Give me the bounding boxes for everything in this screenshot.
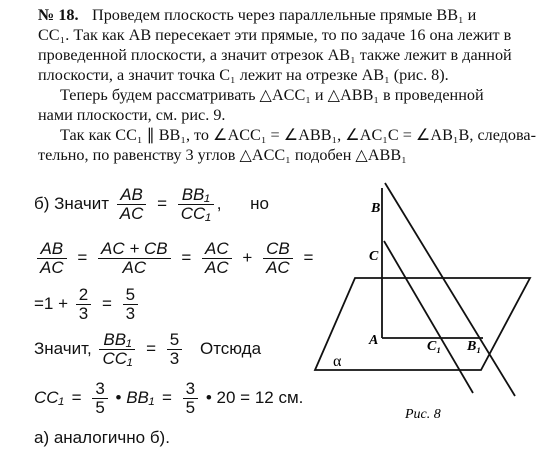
- problem-text-7: Так как CC₁ ∥ BB₁, то ∠ACC₁ = ∠ABB₁, ∠AC₁C = ∠AB₁B, следова-: [60, 126, 537, 144]
- fraction-cb-ac: [263, 240, 293, 277]
- fraction-ab-ac-2: [37, 240, 67, 277]
- problem-text-2: CC₁. Так как AB пересекает эти прямые, то по задаче 16 она лежит в: [38, 26, 512, 44]
- fraction-bb1-cc1: [178, 186, 214, 223]
- plus: +: [242, 247, 253, 267]
- solution-line-5: [34, 380, 303, 417]
- problem-text-8: тельно, по равенству 3 углов △ACC₁ подобен △ABB₁: [38, 146, 407, 164]
- numerator: 5: [167, 331, 182, 350]
- fraction-5-3: [123, 286, 138, 323]
- equals: =: [71, 387, 82, 407]
- label-A: A: [369, 333, 379, 348]
- numerator: AC: [202, 240, 232, 259]
- fraction-3-5-2: [183, 380, 198, 417]
- denominator: 5: [185, 398, 196, 417]
- figure-caption: Рис. 8: [405, 407, 441, 422]
- dot: •: [115, 387, 122, 407]
- denominator: AC: [205, 258, 229, 277]
- problem-text-6: нами плоскости, см. рис. 9.: [38, 106, 226, 124]
- equals: =: [157, 193, 168, 213]
- denominator: AC: [122, 258, 147, 277]
- figure-8: [305, 178, 555, 448]
- plane-alpha: [315, 278, 530, 370]
- line-bb1: [385, 183, 515, 396]
- denominator: 3: [78, 304, 89, 323]
- equals: =: [162, 387, 172, 407]
- solution-line-2: [34, 240, 316, 277]
- numerator: AB: [117, 186, 147, 205]
- solution-line-6: [34, 428, 170, 448]
- fraction-2-3: [76, 286, 91, 323]
- solution-line-1: [34, 186, 269, 223]
- denominator: CC₁: [180, 204, 211, 223]
- znachit-word: Значит,: [34, 338, 92, 358]
- bb1-term: BB₁: [126, 387, 155, 407]
- fraction-3-5: [92, 380, 107, 417]
- fraction-ac-ac: [202, 240, 232, 277]
- one-plus: =1 +: [34, 293, 69, 313]
- label-B: B: [371, 201, 381, 216]
- numerator: 3: [92, 380, 107, 399]
- equals: =: [303, 247, 314, 267]
- equals: =: [181, 247, 192, 267]
- comma: ,: [216, 193, 222, 213]
- fraction-accb-ac: [98, 240, 171, 277]
- problem-text-4: плоскости, а значит точка C₁ лежит на отрезке AB₁ (рис. 8).: [38, 66, 449, 84]
- label-alpha: α: [333, 353, 342, 370]
- fraction-5-3-2: [167, 331, 182, 368]
- problem-text-5: Теперь будем рассматривать △ACC₁ и △ABB₁ в проведенной: [60, 86, 484, 104]
- numerator: BB₁: [99, 331, 135, 350]
- problem-text-1: Проведем плоскость через параллельные прямые BB₁ и: [92, 6, 477, 24]
- numerator: AB: [37, 240, 67, 259]
- label-B1: B₁: [467, 339, 482, 354]
- denominator: 3: [125, 304, 136, 323]
- denominator: AC: [119, 204, 144, 223]
- solution-line-4: [34, 331, 261, 368]
- no-word: но: [250, 193, 269, 213]
- cc1-term: CC₁: [34, 387, 64, 407]
- label-C1: C₁: [427, 339, 442, 354]
- solution-line-3: [34, 286, 141, 323]
- problem-number: № 18.: [38, 6, 79, 24]
- numerator: 3: [183, 380, 198, 399]
- denominator: AC: [40, 258, 64, 277]
- numerator: 2: [76, 286, 91, 305]
- numerator: CB: [263, 240, 293, 259]
- fraction-ab-ac: [117, 186, 147, 223]
- denominator: CC₁: [102, 349, 133, 368]
- equals: =: [101, 293, 112, 313]
- otsyuda-word: Отсюда: [199, 338, 262, 358]
- numerator: AC + CB: [98, 240, 171, 259]
- a-line: а) аналогично б).: [34, 428, 170, 447]
- denominator: AC: [266, 258, 290, 277]
- numerator: BB₁: [178, 186, 214, 205]
- denominator: 5: [95, 398, 105, 417]
- equals: =: [77, 247, 88, 267]
- numerator: 5: [123, 286, 138, 305]
- label-C: C: [369, 249, 379, 264]
- problem-text-3: проведенной плоскости, а значит отрезок AB₁ также лежит в данной: [38, 46, 512, 64]
- result: • 20 = 12 см.: [205, 387, 304, 407]
- b-label: б) Значит: [34, 193, 109, 213]
- equals: =: [146, 338, 157, 358]
- denominator: 3: [169, 349, 180, 368]
- fraction-bb1-cc1-2: [99, 331, 135, 368]
